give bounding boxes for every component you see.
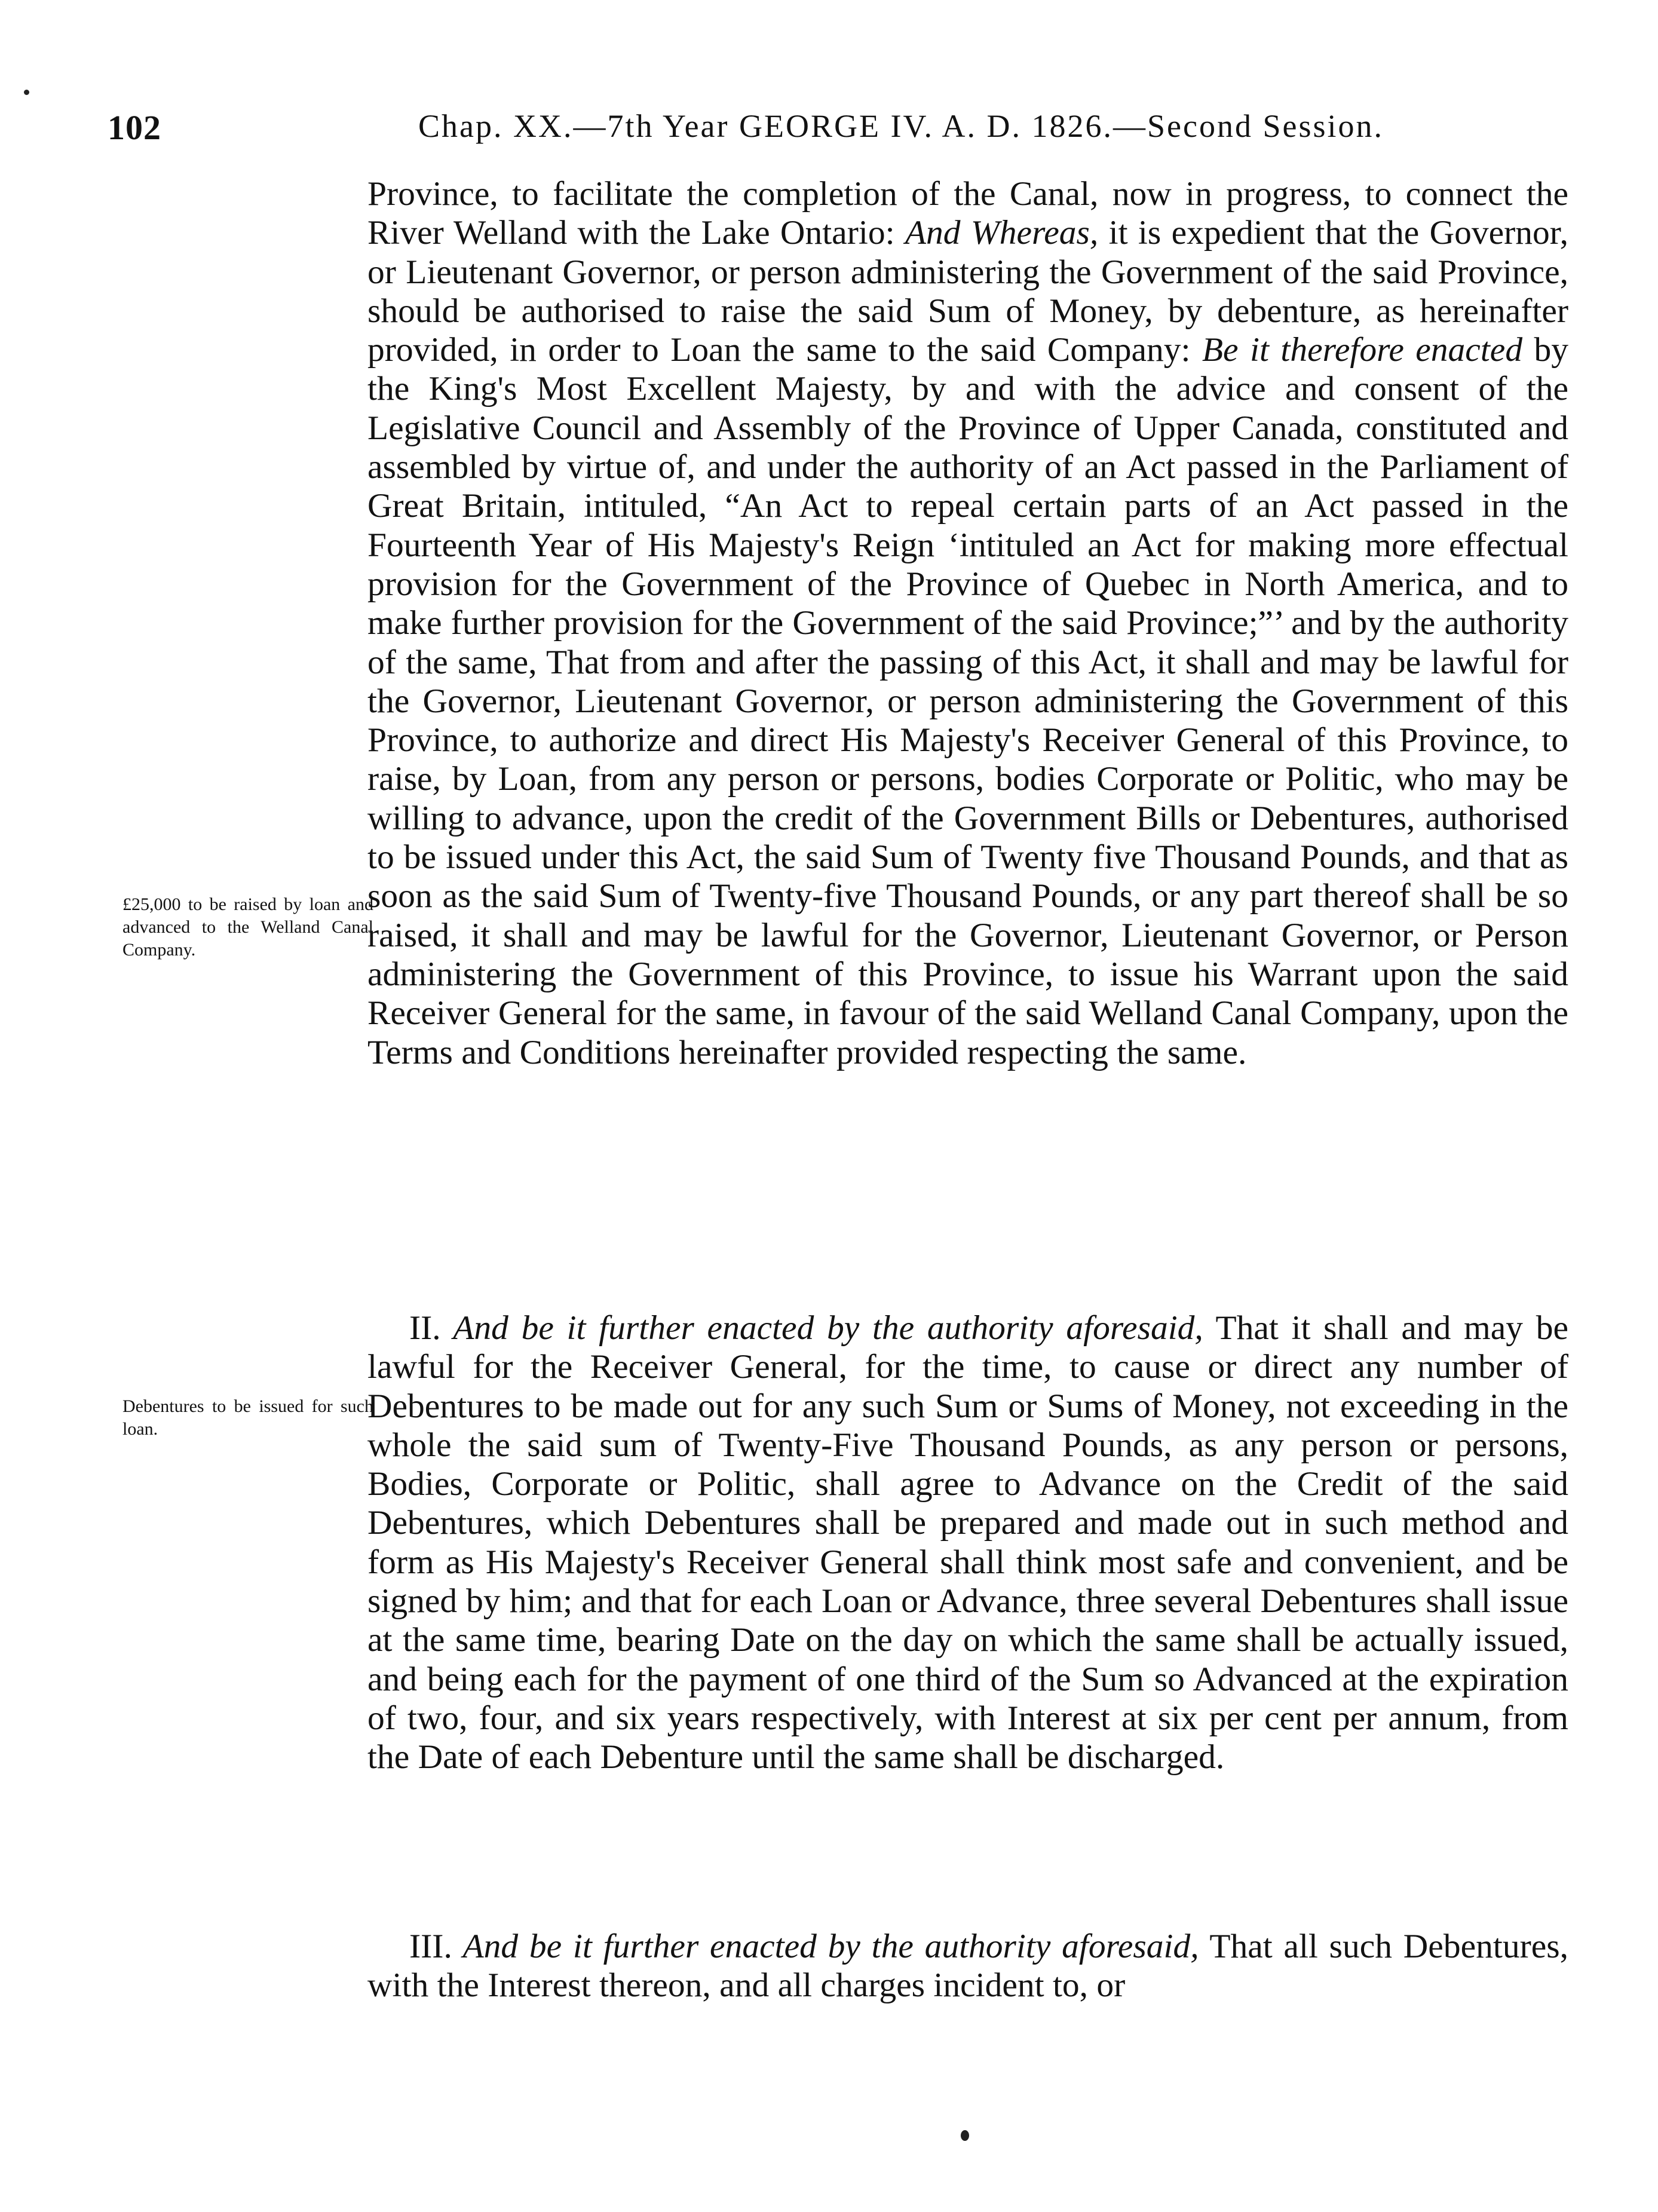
section-numeral: III.: [409, 1928, 452, 1965]
scan-speck: [24, 90, 29, 95]
section-numeral: II.: [409, 1309, 441, 1347]
section-2: [367, 1309, 1568, 1777]
paragraph-text: Province, to facilitate the completion of the Canal, now in progress, to connect the River Welland with the Lake Ontario:: [367, 175, 1568, 252]
page-header: [108, 108, 1565, 161]
section-3: [367, 1927, 1568, 2005]
sidenote-debentures: Debentures to be issued for such loan.: [122, 1396, 373, 1439]
section-text: That it shall and may be lawful for the Receiver General, for the time, to cause or direct any number of Debentures to be made out for any such Sum or Sums of Money, not exceeding in the whole the said sum of Twenty-Five Thousand Pounds, as any person or persons, Bodies, Corporate or Politic, shall agree to Advance on the Credit of the said Debentures, which Debentures shall be prepared and made out in such method and form as His Majesty's Receiver General shall think most safe and convenient, and be signed by him; and that for each Loan or Advance, three several Debentures shall issue at the same time, bearing Date on the day on which the same shall be actually issued, and being each for the payment of one third of the Sum so Advanced at the expiration of two, four, and six years respectively, with Interest at six per cent per annum, from the Date of each Debenture until the same shall be discharged.: [367, 1309, 1568, 1776]
paragraph-emphasis: And Whereas,: [905, 214, 1099, 252]
enacting-clause: And be it further enacted by the authority aforesaid,: [440, 1309, 1203, 1347]
page-number: 102: [108, 108, 161, 147]
paragraph-text: it is expedient that the Governor, or Lieutenant Governor, or person administering the Government of the said Province, should be authorised to raise the said Sum of Money, by debenture, as hereinafter provided, in order to Loan the same to the said Company:: [367, 214, 1569, 369]
enacting-clause: And be it further enacted by the authority aforesaid,: [452, 1928, 1199, 1965]
scan-speck: [961, 2130, 969, 2141]
paragraph-text: by the King's Most Excellent Majesty, by and with the advice and consent of the Legislative Council and Assembly of the Province of Upper Canada, constituted and assembled by virtue of, and under the authority of an Act passed in the Parliament of Great Britain, intituled, “An Act to repeal certain parts of an Act passed in the Fourteenth Year of His Majesty's Reign ‘intituled an Act for making more effectual provision for the Government of the Province of Quebec in North America, and to make further provision for the Government of the said Province;”’ and by the authority of the same, That from and after the passing of this Act, it shall and may be lawful for the Governor, Lieutenant Governor, or person administering the Government of this Province, to authorize and direct His Majesty's Receiver General of this Province, to raise, by Loan, from any person or persons, bodies Corporate or Politic, who may be willing to advance, upon the credit of the Government Bills or Debentures, authorised to be issued under this Act, the said Sum of Twenty five Thousand Pounds, and that as soon as the said Sum of Twenty-five Thousand Pounds, or any part thereof shall be so raised, it shall and may be lawful for the Governor, Lieutenant Governor, or Person administering the Government of this Province, to issue his Warrant upon the said Receiver General for the same, in favour of the said Welland Canal Company, upon the Terms and Conditions hereinafter provided respecting the same.: [367, 331, 1569, 1071]
section-text: That all such Debentures, with the Interest thereon, and all charges incident to, or: [367, 1928, 1568, 2005]
running-head: Chap. XX.—7th Year GEORGE IV. A. D. 1826.—Second Session.: [418, 108, 1384, 144]
sidenote-loan: £25,000 to be raised by loan and advanced to the Welland Canal Company.: [122, 894, 373, 960]
paragraph-emphasis: Be it therefore enacted: [1202, 331, 1523, 369]
paragraph-continuation: [367, 174, 1568, 1072]
